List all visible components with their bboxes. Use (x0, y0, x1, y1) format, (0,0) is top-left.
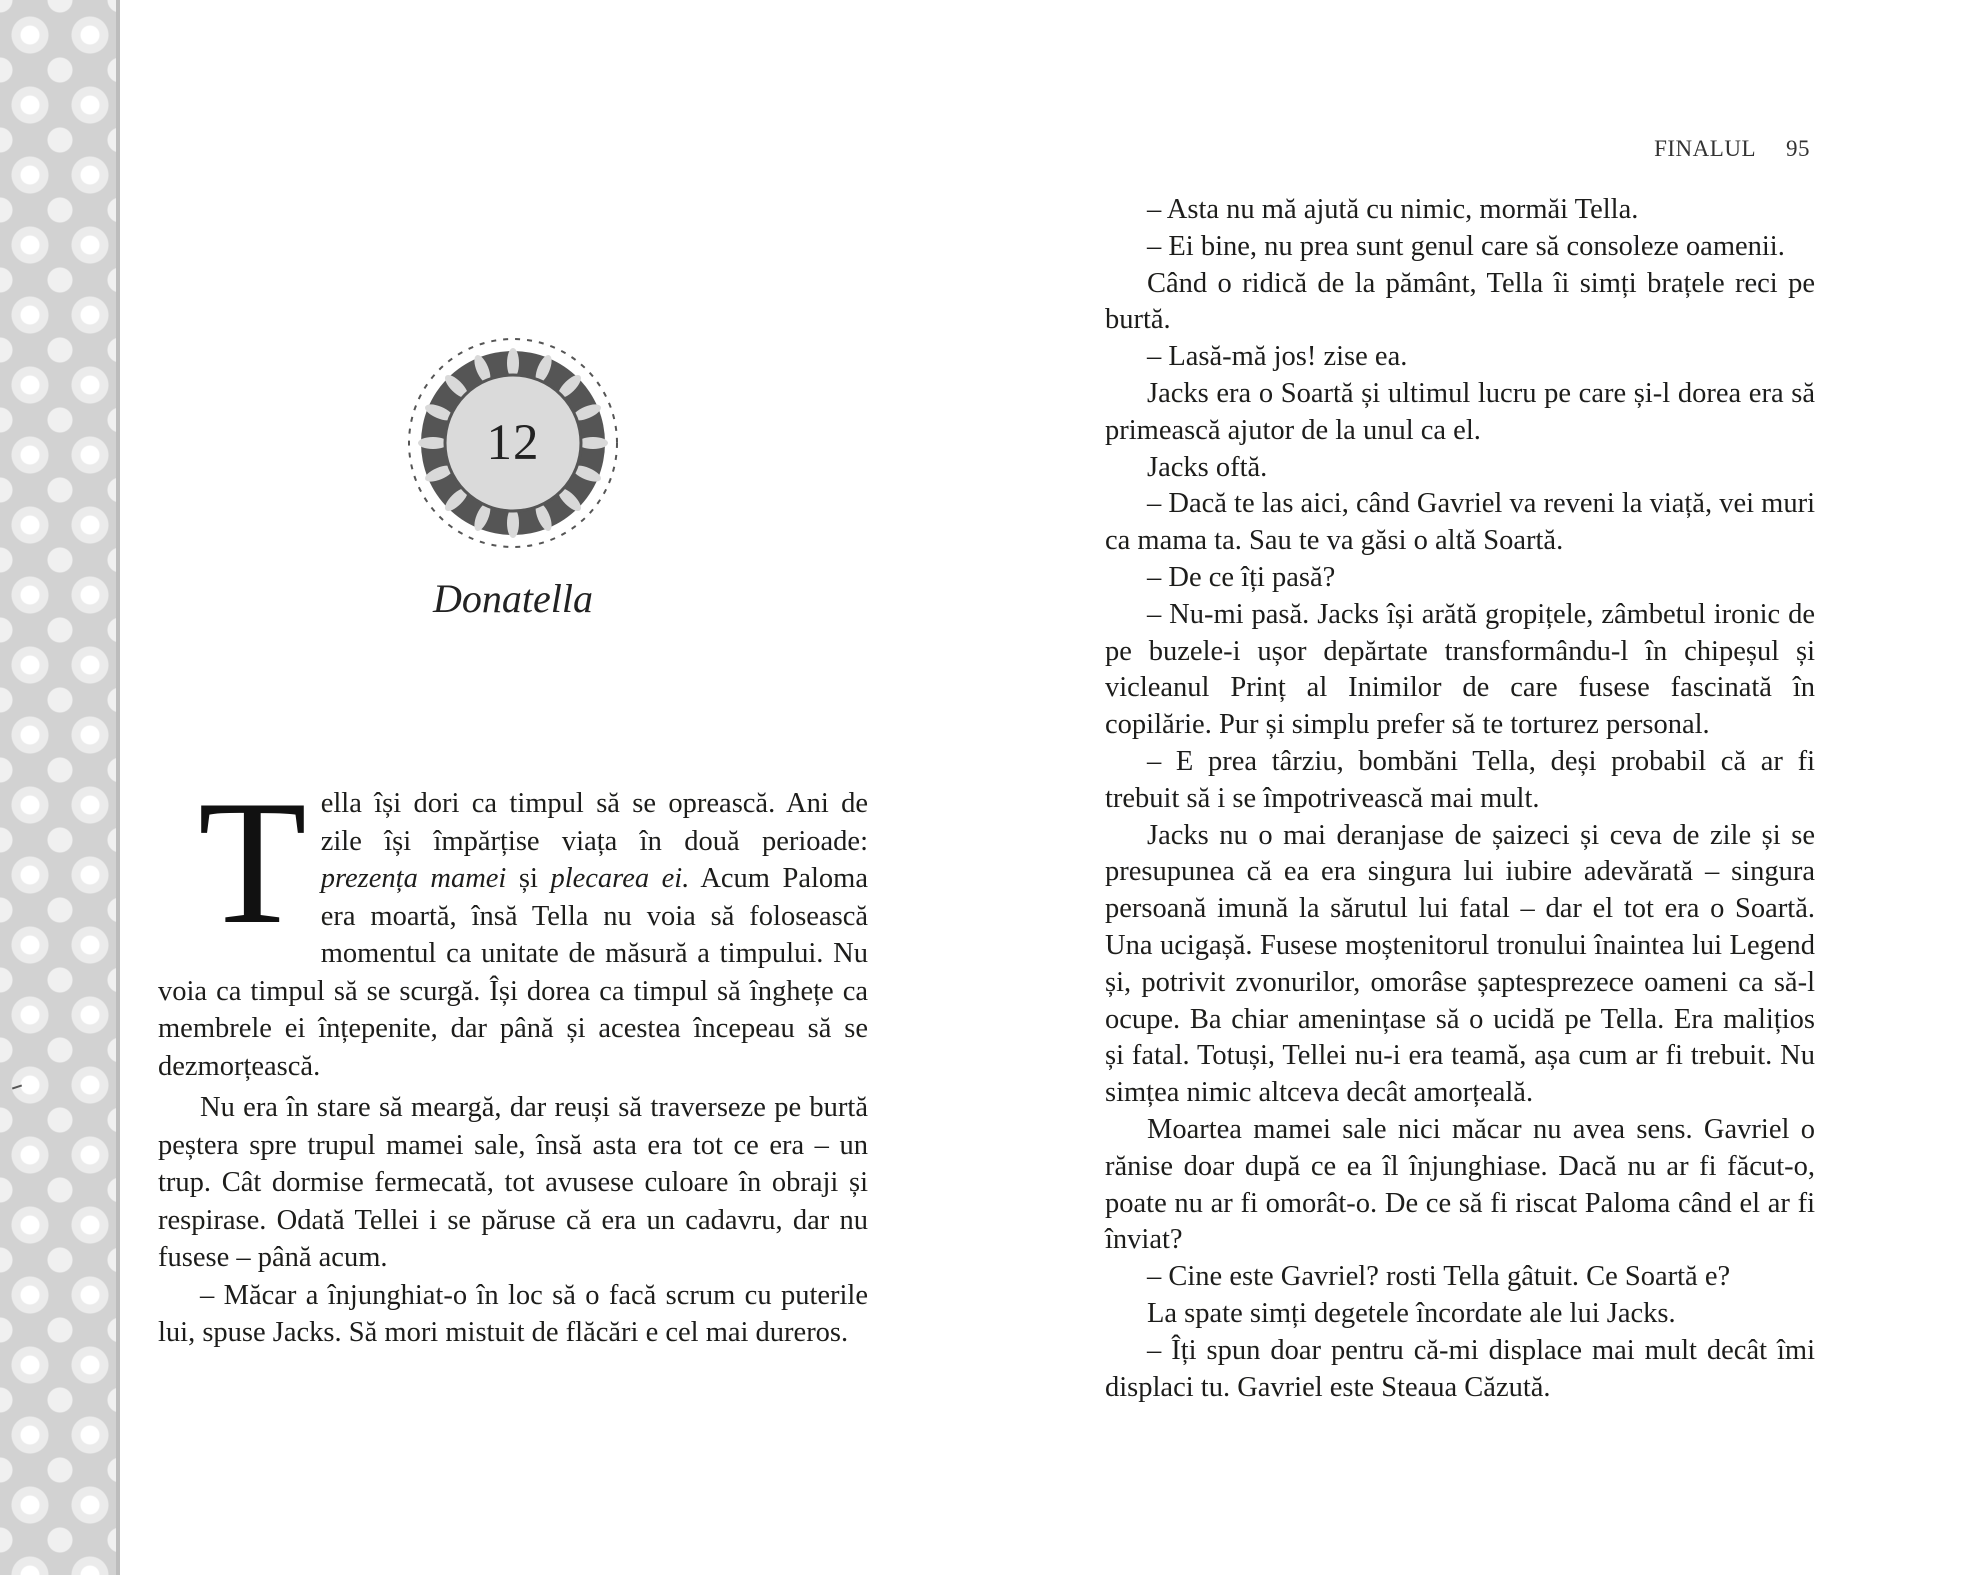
italic-run: plecarea ei. (550, 863, 690, 894)
paragraph: – Nu-mi pasă. Jacks își arătă gropițele, zâmbetul ironic de pe buzele-i ușor depărtate transformându-l în chipeșul și vicleanul Prinț al Inimilor de care fusese fascinată în copilărie. Pur și simplu prefer să te torturez personal. (1105, 598, 1815, 741)
paragraph: – E prea târziu, bombăni Tella, deși probabil că ar fi trebuit să i se împotrivească mai mult. (1105, 745, 1815, 814)
running-title: FINALUL (1654, 136, 1756, 161)
paragraph: – Dacă te las aici, când Gavriel va reveni la viață, vei muri ca mama ta. Sau te va găsi o altă Soartă. (1105, 488, 1815, 557)
paragraph: Jacks oftă. (1147, 451, 1268, 483)
paragraph (158, 763, 868, 1085)
paragraph: Moartea mamei sale nici măcar nu avea sens. Gavriel o rănise doar după ce ea îl înjunghiase. Dacă nu ar fi făcut-o, poate nu ar fi omorât-o. De ce să fi riscat Paloma când el ar fi înviat? (1105, 1113, 1815, 1256)
text-run: Acum Paloma era moartă, însă Tella nu voia să folosească momentul ca unitate de măsură a timpului. Nu voia ca timpul să se scurgă. Își dorea ca timpul să înghețe ca membrele ei înțepenite, dar până și acestea începeau să se dezmorțească. (158, 863, 868, 1082)
paragraph: La spate simți degetele încordate ale lui Jacks. (1147, 1297, 1676, 1329)
paragraph: Nu era în stare să meargă, dar reuși să traverseze pe burtă peștera spre trupul mamei sale, însă asta era tot ce era – un trup. Cât dormise fermecată, tot avusese culoare în obraji și respirase. Odată Tellei i se păruse că era un cadavru, dar nu fusese – până acum. (158, 1092, 868, 1273)
paragraph: – Lasă-mă jos! zise ea. (1147, 341, 1408, 373)
chapter-emblem (405, 335, 621, 551)
right-page-text (1105, 192, 1815, 1406)
text-run: și (506, 863, 551, 894)
paragraph: – De ce îți pasă? (1147, 561, 1336, 593)
chapter-number: 12 (486, 415, 540, 471)
chapter-title: Donatella (433, 576, 593, 621)
running-head (1500, 136, 1810, 162)
text-run: ella își dori ca timpul să se oprească. Ani de zile își împărțise viața în două perioade: (320, 788, 868, 857)
paragraph: Când o ridică de la pământ, Tella îi simți brațele reci pe burtă. (1105, 267, 1815, 336)
paragraph: – Asta nu mă ajută cu nimic, mormăi Tella. (1147, 194, 1639, 225)
decorative-border (0, 0, 120, 1575)
paragraph: – Cine este Gavriel? rosti Tella gâtuit. Ce Soartă e? (1147, 1261, 1731, 1293)
paragraph: – Măcar a înjunghiat-o în loc să o facă scrum cu puterile lui, spuse Jacks. Să mori mistuit de flăcări e cel mai dureros. (158, 1279, 868, 1348)
paragraph: Jacks nu o mai deranjase de șaizeci și ceva de zile și se presupunea că ea era singura lui iubire adevărată – singura persoană imună la sărutul lui fatal – dar el tot era o Soartă. Una ucigașă. Fusese moștenitorul tronului înaintea lui Legend și, potrivit zvonurilor, omorâse șaptesprezece oameni ca să-l ocupe. Ba chiar amenințase să o ucidă pe Tella. Era malițios și fatal. Totuși, Tellei nu-i era teamă, așa cum ar fi trebuit. Nu simțea nimic altceva decât amorțeală. (1105, 819, 1815, 1109)
paragraph: – Îți spun doar pentru că-mi displace mai mult decât îmi displaci tu. Gavriel este Steaua Căzută. (1105, 1334, 1815, 1403)
paragraph: – Ei bine, nu prea sunt genul care să consoleze oamenii. (1147, 230, 1785, 262)
page-number: 95 (1786, 136, 1810, 161)
paragraph: Jacks era o Soartă și ultimul lucru pe care și-l dorea era să primească ajutor de la unul ca el. (1105, 377, 1815, 446)
drop-cap: T (198, 763, 307, 961)
left-page-text (158, 763, 868, 1352)
italic-run: prezența mamei (320, 863, 507, 894)
